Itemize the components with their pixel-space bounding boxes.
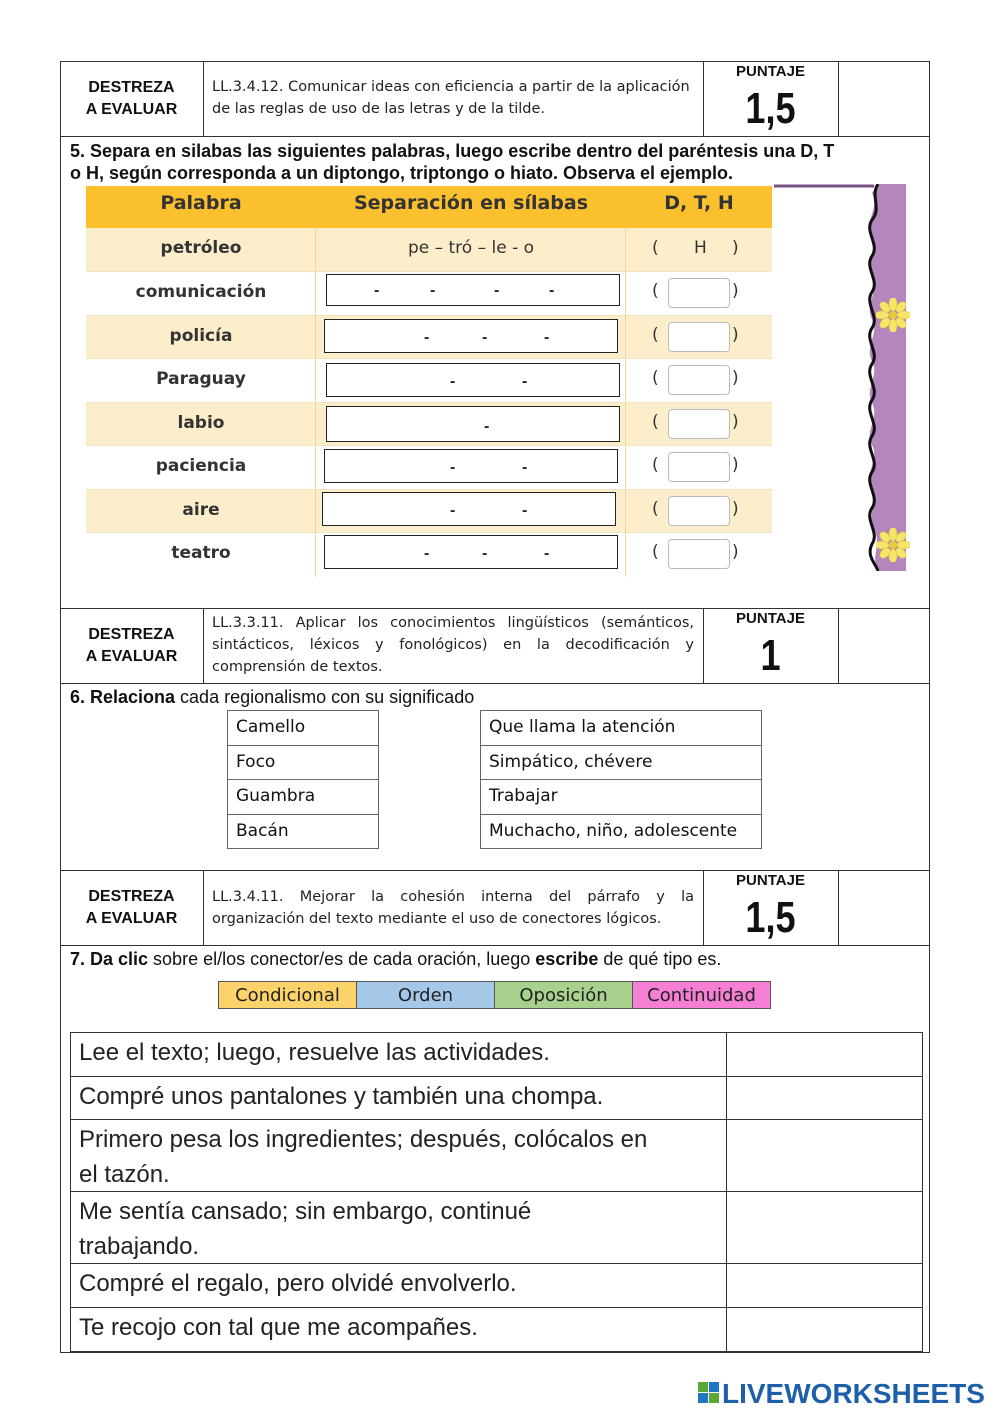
connector-type-input[interactable] [726,1076,923,1119]
example-word: petróleo [160,238,242,258]
liveworksheets-logo [698,1380,994,1408]
score-input-box[interactable] [839,62,929,136]
sentence-text[interactable]: Te recojo con tal que me acompañes. [79,1314,478,1341]
syllable-input[interactable] [326,363,620,397]
syllable-dash: - [544,328,550,346]
syllable-dash: - [482,545,488,562]
regionalism-item[interactable]: Foco [227,745,379,781]
dth-input[interactable] [668,365,730,395]
table-row: petróleo pe – tró – le - o ( H ) [86,228,772,271]
header-palabra: Palabra [160,192,242,214]
puntaje-value: 1,5 [745,84,796,133]
table-row: labio - ( ) [86,402,772,447]
logo-icon [698,1382,720,1404]
word-label: paciencia [155,456,247,476]
puntaje-value: 1,5 [745,893,796,942]
sentence-text[interactable]: Me sentía cansado; sin embargo, continué trabajando. [79,1198,532,1260]
dth-input[interactable] [668,322,730,352]
syllable-dash: - [522,501,528,519]
word-label: teatro [171,543,231,563]
sentence-text[interactable]: Lee el texto; luego, resuelve las actividades. [79,1039,550,1066]
dth-input[interactable] [668,278,730,308]
connector-key-continuidad: Continuidad [632,981,771,1009]
syllable-input[interactable] [322,492,616,526]
header-dth: D, T, H [664,192,734,214]
dth-input[interactable] [668,452,730,482]
word-label: labio [177,412,225,433]
question-5-instruction: 5. Separa en silabas las siguientes palabras, luego escribe dentro del paréntesis una D, T o H, según corresponda a un diptongo, triptongo o hiato. Observa el ejemplo. [70,141,835,183]
syllable-dash: - [450,373,456,390]
connector-type-input[interactable] [726,1307,923,1352]
question-7-instruction: 7. Da clic sobre el/los conector/es de cada oración, luego escribe de qué tipo es. [70,949,722,969]
puntaje-value: 1 [760,631,781,680]
header-separacion: Separación en sílabas [353,192,589,214]
score-input-box[interactable] [839,871,929,945]
connector-key-oposición: Oposición [494,981,633,1009]
table-row: aire - - ( ) [86,489,772,534]
syllable-dash: - [374,282,380,299]
flower-icon [876,298,910,332]
syllable-dash: - [522,459,528,476]
syllable-input[interactable] [326,274,620,306]
connector-key-orden: Orden [356,981,495,1009]
connector-key-condicional: Condicional [218,981,357,1009]
meaning-item[interactable]: Muchacho, niño, adolescente [480,814,762,850]
dth-input[interactable] [668,539,730,569]
table-row: Paraguay - - ( ) [86,358,772,403]
table-row: policía - - - ( ) [86,315,772,360]
syllable-dash: - [549,282,555,299]
score-input-box[interactable] [839,609,929,683]
destreza-description: LL.3.4.11. Mejorar la cohesión interna del párrafo y la organización del texto mediante el uso de conectores lógicos. [212,889,694,927]
destreza-description: LL.3.4.12. Comunicar ideas con eficiencia a partir de la aplicación de las reglas de uso de las letras y de la tilde. [212,79,690,117]
regionalism-item[interactable]: Bacán [227,814,379,850]
connector-type-input[interactable] [726,1263,923,1307]
meaning-item[interactable]: Simpático, chévere [480,745,762,781]
destreza-label: DESTREZA A EVALUAR [85,626,178,665]
table-row: paciencia - - ( ) [86,445,772,490]
meaning-item[interactable]: Trabajar [480,779,762,815]
regionalism-item[interactable]: Camello [227,710,379,746]
dth-input[interactable] [668,409,730,439]
syllable-dash: - [430,282,436,299]
syllable-input[interactable] [324,449,618,483]
dth-input[interactable] [668,496,730,526]
word-label: Paraguay [156,369,246,389]
syllable-input[interactable] [324,319,618,353]
flower-icon [876,528,910,562]
syllable-input[interactable] [324,535,618,569]
syllable-dash: - [522,373,528,390]
table-row: comunicación - - - - ( ) [86,271,772,316]
puntaje-label: PUNTAJE [736,610,805,627]
syllable-dash: - [484,417,490,435]
example-answer: H [694,238,707,258]
destreza-label: DESTREZA A EVALUAR [85,79,178,118]
sentence-text[interactable]: Compré el regalo, pero olvidé envolverlo. [79,1270,517,1297]
example-separation: pe – tró – le - o [407,238,535,258]
destreza-description: LL.3.3.11. Aplicar los conocimientos lingüísticos (semánticos, sintácticos, léxicos y fonológicos) en la decodificación y comprensión de textos. [212,615,694,675]
word-label: comunicación [135,282,267,302]
connector-type-input[interactable] [726,1119,923,1191]
syllable-dash: - [450,501,456,519]
word-label: aire [182,499,220,520]
syllable-input[interactable] [326,406,620,442]
syllable-dash: - [482,328,488,346]
sentence-text[interactable]: Primero pesa los ingredientes; después, colócalos en el tazón. [79,1126,648,1188]
connector-type-input[interactable] [726,1032,923,1076]
meaning-item[interactable]: Que llama la atención [480,710,762,746]
sentence-text[interactable]: Compré unos pantalones y también una chompa. [79,1083,604,1110]
syllable-dash: - [424,545,430,562]
syllable-dash: - [494,282,500,299]
puntaje-label: PUNTAJE [736,63,805,80]
decorative-purple-border [774,184,906,571]
table-header [86,186,772,228]
table-row: teatro - - - ( ) [86,532,772,577]
question-6-instruction: 6. Relaciona cada regionalismo con su significado [70,687,475,707]
logo-text: LIVEWORKSHEETS [722,1378,985,1409]
puntaje-label: PUNTAJE [736,872,805,889]
syllable-dash: - [450,459,456,476]
syllable-dash: - [424,328,430,346]
regionalism-item[interactable]: Guambra [227,779,379,815]
syllable-dash: - [544,545,550,562]
connector-type-input[interactable] [726,1191,923,1263]
word-label: policía [169,325,233,346]
destreza-label: DESTREZA A EVALUAR [85,888,178,927]
